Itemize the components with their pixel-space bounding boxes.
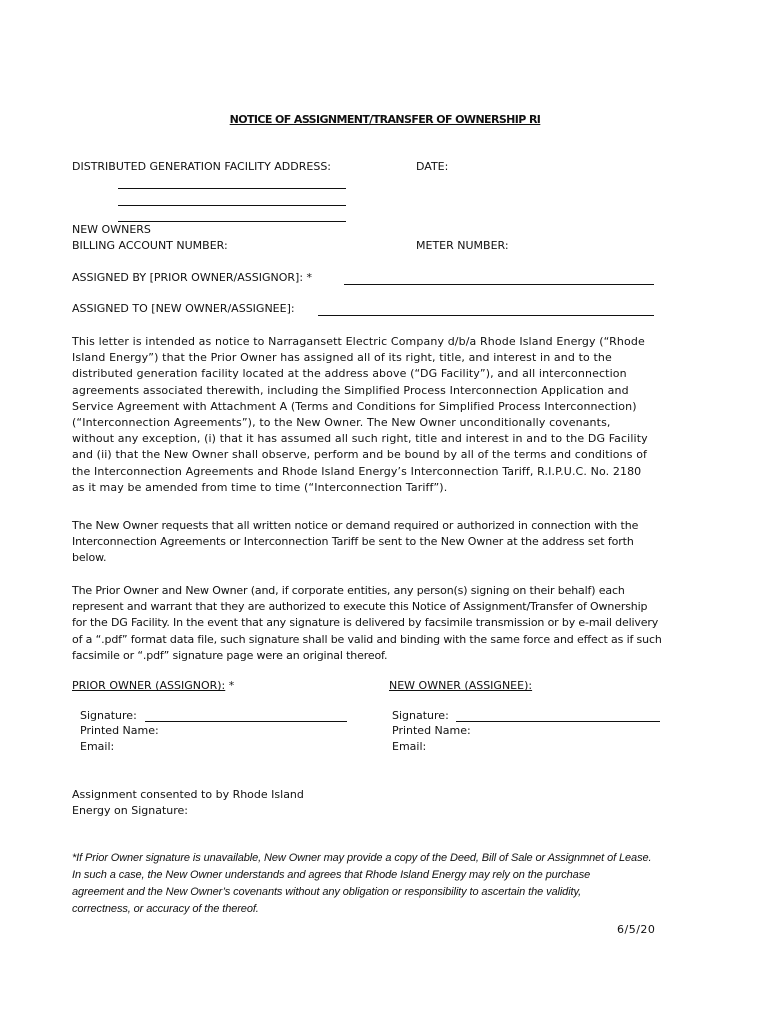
paragraph-line: distributed generation facility located at the address above (“DG Facility”), and all interconnection bbox=[72, 367, 627, 381]
new-owner-printed-name-label: Printed Name: bbox=[392, 724, 471, 737]
paragraph-line: represent and warrant that they are authorized to execute this Notice of Assignment/Transfer of Ownership bbox=[72, 600, 648, 614]
meter-number-label: METER NUMBER: bbox=[416, 239, 509, 252]
footnote-line: *If Prior Owner signature is unavailable, New Owner may provide a copy of the Deed, Bill of Sale or Assignmnet of Lease. bbox=[72, 852, 652, 864]
assigned-by-line[interactable] bbox=[344, 284, 654, 285]
new-owner-heading: NEW OWNER (ASSIGNEE): bbox=[389, 679, 533, 692]
new-owner-email-label: Email: bbox=[392, 740, 427, 753]
new-owner-signature-line[interactable] bbox=[456, 721, 660, 722]
new-owners-label: NEW OWNERS bbox=[72, 223, 151, 236]
billing-account-label: BILLING ACCOUNT NUMBER: bbox=[72, 239, 228, 252]
address-line-1[interactable] bbox=[118, 188, 346, 189]
paragraph-line: as it may be amended from time to time (“Interconnection Tariff”). bbox=[72, 480, 448, 494]
consent-line-2: Energy on Signature: bbox=[72, 804, 188, 817]
footnote-line: agreement and the New Owner’s covenants without any obligation or responsibility to ascertain the validity, bbox=[72, 886, 582, 898]
paragraph-line: (“Interconnection Agreements”), to the New Owner. The New Owner unconditionally covenants, bbox=[72, 416, 611, 430]
paragraph-line: The New Owner requests that all written notice or demand required or authorized in connection with the bbox=[72, 519, 639, 532]
paragraph-line: agreements associated therewith, including the Simplified Process Interconnection Application and bbox=[72, 383, 629, 397]
notice-paragraph bbox=[72, 334, 692, 496]
address-line-2[interactable] bbox=[118, 205, 346, 206]
authorization-paragraph bbox=[72, 583, 692, 664]
assigned-to-label: ASSIGNED TO [NEW OWNER/ASSIGNEE]: bbox=[72, 302, 295, 315]
prior-owner-email-label: Email: bbox=[80, 740, 115, 753]
prior-owner-signature-line[interactable] bbox=[145, 721, 347, 722]
assigned-by-label: ASSIGNED BY [PRIOR OWNER/ASSIGNOR]: * bbox=[72, 271, 313, 284]
paragraph-line: This letter is intended as notice to Narragansett Electric Company d/b/a Rhode Island Energy (“Rhode bbox=[72, 335, 645, 348]
prior-owner-printed-name-label: Printed Name: bbox=[80, 724, 159, 737]
paragraph-line: without any exception, (i) that it has assumed all such right, title and interest in and to the DG Facility bbox=[72, 432, 648, 446]
paragraph-line: Interconnection Agreements or Interconnection Tariff be sent to the New Owner at the address set forth bbox=[72, 535, 634, 549]
paragraph-line: below. bbox=[72, 551, 107, 565]
footnote-line: In such a case, the New Owner understands and agrees that Rhode Island Energy may rely on the purchase bbox=[72, 869, 591, 881]
notice-address-paragraph bbox=[72, 518, 692, 567]
revision-date: 6/5/20 bbox=[617, 923, 656, 936]
footnote-line: correctness, or accuracy of the thereof. bbox=[72, 903, 259, 915]
paragraph-line: of a “.pdf” format data file, such signature shall be valid and binding with the same force and effect as if such bbox=[72, 632, 662, 646]
footnote bbox=[72, 850, 752, 918]
consent-line-1: Assignment consented to by Rhode Island bbox=[72, 788, 304, 801]
new-owner-signature-label: Signature: bbox=[392, 709, 449, 722]
paragraph-line: Island Energy”) that the Prior Owner has assigned all of its right, title, and interest in and to the bbox=[72, 351, 612, 365]
paragraph-line: The Prior Owner and New Owner (and, if corporate entities, any person(s) signing on their behalf) each bbox=[72, 584, 625, 597]
paragraph-line: for the DG Facility. In the event that any signature is delivered by facsimile transmission or by e-mail delivery bbox=[72, 616, 659, 630]
prior-owner-heading: PRIOR OWNER (ASSIGNOR): * bbox=[72, 679, 235, 692]
date-label: DATE: bbox=[416, 160, 449, 173]
facility-address-label: DISTRIBUTED GENERATION FACILITY ADDRESS: bbox=[72, 160, 332, 173]
assigned-to-line[interactable] bbox=[318, 315, 654, 316]
paragraph-line: and (ii) that the New Owner shall observe, perform and be bound by all of the terms and conditions of bbox=[72, 448, 648, 462]
paragraph-line: the Interconnection Agreements and Rhode Island Energy’s Interconnection Tariff, R.I.P.U.C. No. 2180 bbox=[72, 464, 642, 478]
page-title: NOTICE OF ASSIGNMENT/TRANSFER OF OWNERSHIP RI bbox=[229, 113, 541, 126]
paragraph-line: facsimile or “.pdf” signature page were an original thereof. bbox=[72, 648, 388, 662]
address-line-3[interactable] bbox=[118, 221, 346, 222]
paragraph-line: Service Agreement with Attachment A (Terms and Conditions for Simplified Process Interconnection) bbox=[72, 399, 637, 413]
prior-owner-signature-label: Signature: bbox=[80, 709, 137, 722]
